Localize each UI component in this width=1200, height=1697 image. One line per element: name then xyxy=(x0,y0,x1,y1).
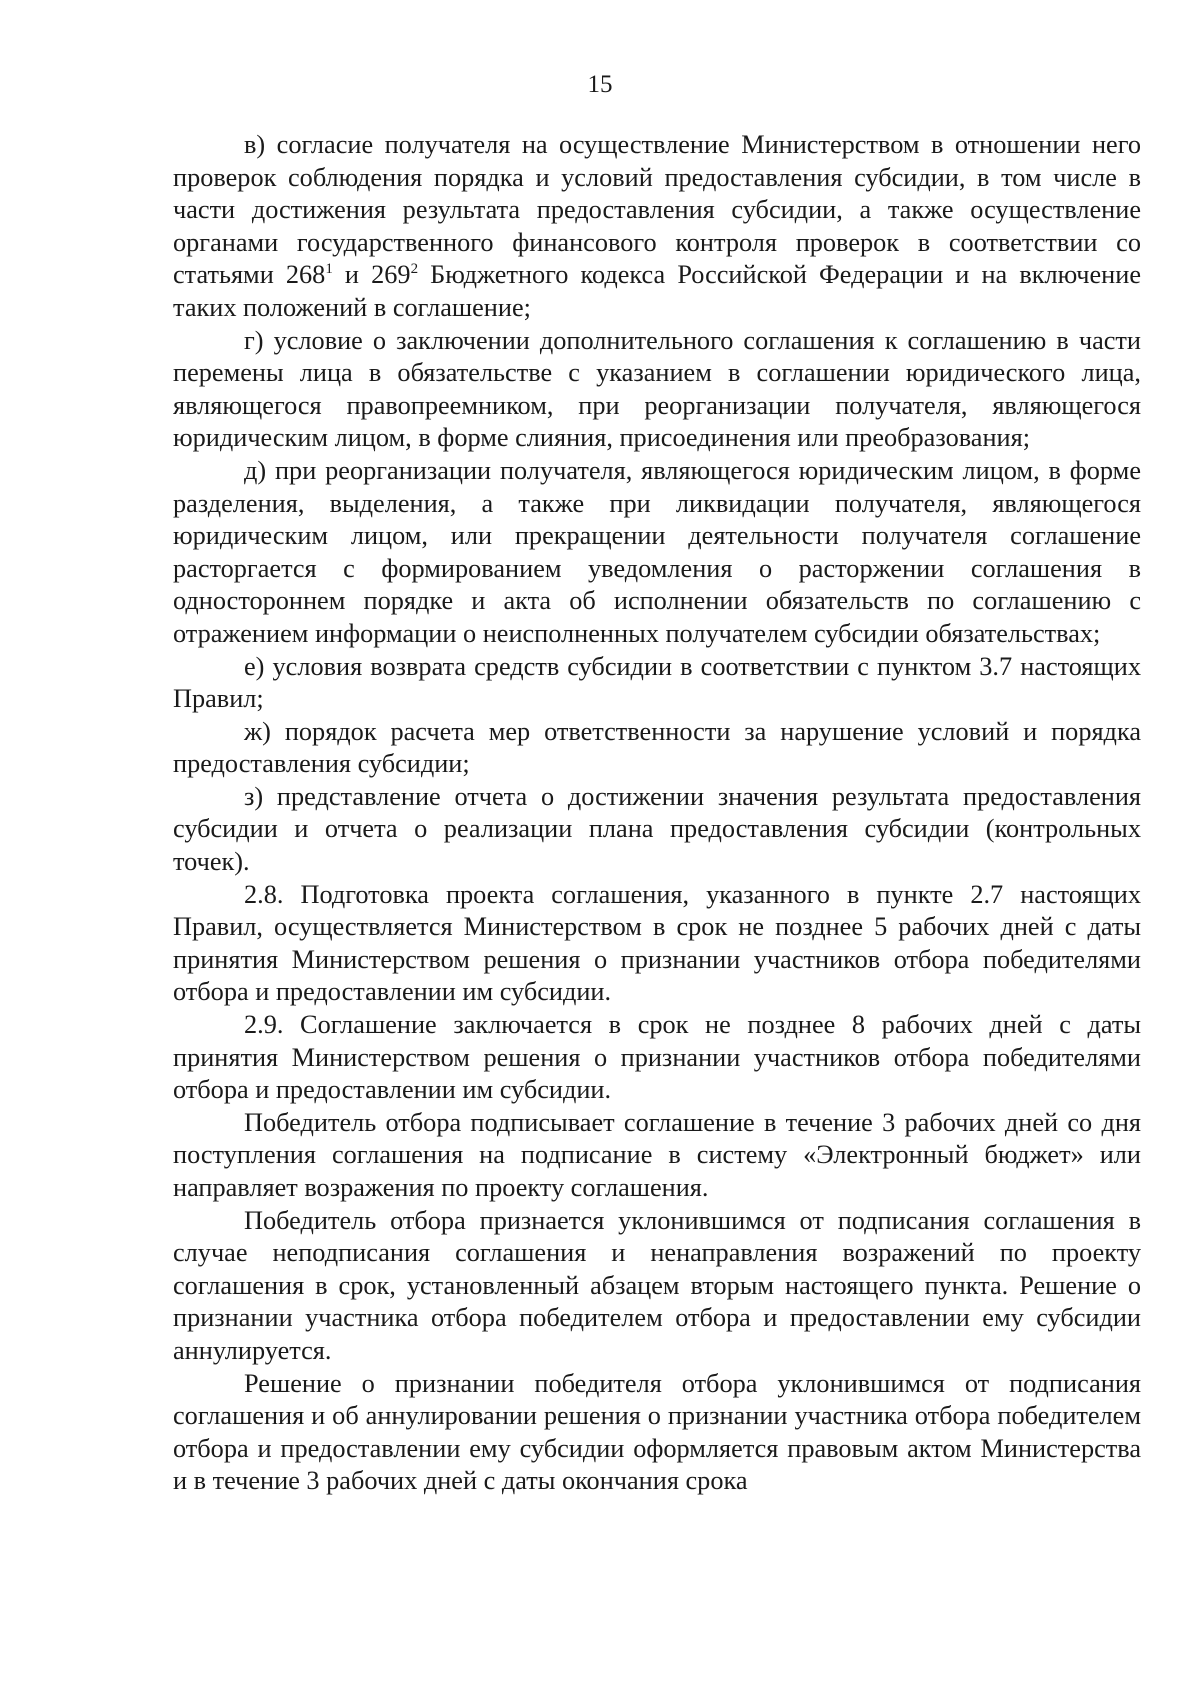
paragraph-zh: ж) порядок расчета мер ответственности за нарушение условий и порядка предоставления субсидии; xyxy=(173,716,1141,779)
paragraph-winner-signs: Победитель отбора подписывает соглашение в течение 3 рабочих дней со дня поступления соглашения на подписание в систему «Электронный бюджет» или направляет возражения по проекту соглашения. xyxy=(173,1107,1141,1202)
paragraph-2-8: 2.8. Подготовка проекта соглашения, указанного в пункте 2.7 настоящих Правил, осуществляется Министерством в срок не позднее 5 рабочих дней с даты принятия Министерством решения о признании участников отбора победителями отбора и предоставлении им субсидии. xyxy=(173,879,1141,1007)
paragraph-g: г) условие о заключении дополнительного соглашения к соглашению в части перемены лица в обязательстве с указанием в соглашении юридического лица, являющегося правопреемником, при реорганизации получателя, являющегося юридическим лицом, в форме слияния, присоединения или преобразования; xyxy=(173,325,1141,453)
paragraph-winner-evading: Победитель отбора признается уклонившимся от подписания соглашения в случае неподписания соглашения и ненаправления возражений по проекту соглашения в срок, установленный абзацем вторым настоящего пункта. Решение о признании участника отбора победителем отбора и предоставлении ему субсидии аннулируется. xyxy=(173,1205,1141,1365)
document-body xyxy=(173,129,1141,1498)
paragraph-2-9: 2.9. Соглашение заключается в срок не позднее 8 рабочих дней с даты принятия Министерством решения о признании участников отбора победителями отбора и предоставлении им субсидии. xyxy=(173,1010,1141,1105)
paragraph-decision: Решение о признании победителя отбора уклонившимся от подписания соглашения и об аннулировании решения о признании участника отбора победителем отбора и предоставлении ему субсидии оформляется правовым актом Министерства и в течение 3 рабочих дней с даты окончания срока xyxy=(173,1368,1141,1496)
superscript-1: 1 xyxy=(325,261,333,278)
paragraph-e: е) условия возврата средств субсидии в соответствии с пунктом 3.7 настоящих Правил; xyxy=(173,651,1141,714)
paragraph-v: в) согласие получателя на осуществление Министерством в отношении него проверок соблюдения порядка и условий предоставления субсидии, в том числе в части достижения результата предоставления субсидии, а также осуществление органами государственного финансового контроля проверок в соответствии со статьями $268^1$ и $269^2$ Бюджетного кодекса Российской Федерации и на включение таких положений в соглашение; xyxy=(173,130,1142,322)
page-number: 15 xyxy=(587,71,613,98)
paragraph-z: з) представление отчета о достижении значения результата предоставления субсидии и отчета о реализации плана предоставления субсидии (контрольных точек). xyxy=(173,781,1141,877)
superscript-2: 2 xyxy=(410,261,419,278)
paragraph-d: д) при реорганизации получателя, являющегося юридическим лицом, в форме разделения, выделения, а также при ликвидации получателя, являющегося юридическим лицом, или прекращении деятельности получателя соглашение расторгается с формированием уведомления о расторжении соглашения в одностороннем порядке и акта об исполнении обязательств по соглашению с отражением информации о неисполненных получателем субсидии обязательствах; xyxy=(173,455,1141,648)
